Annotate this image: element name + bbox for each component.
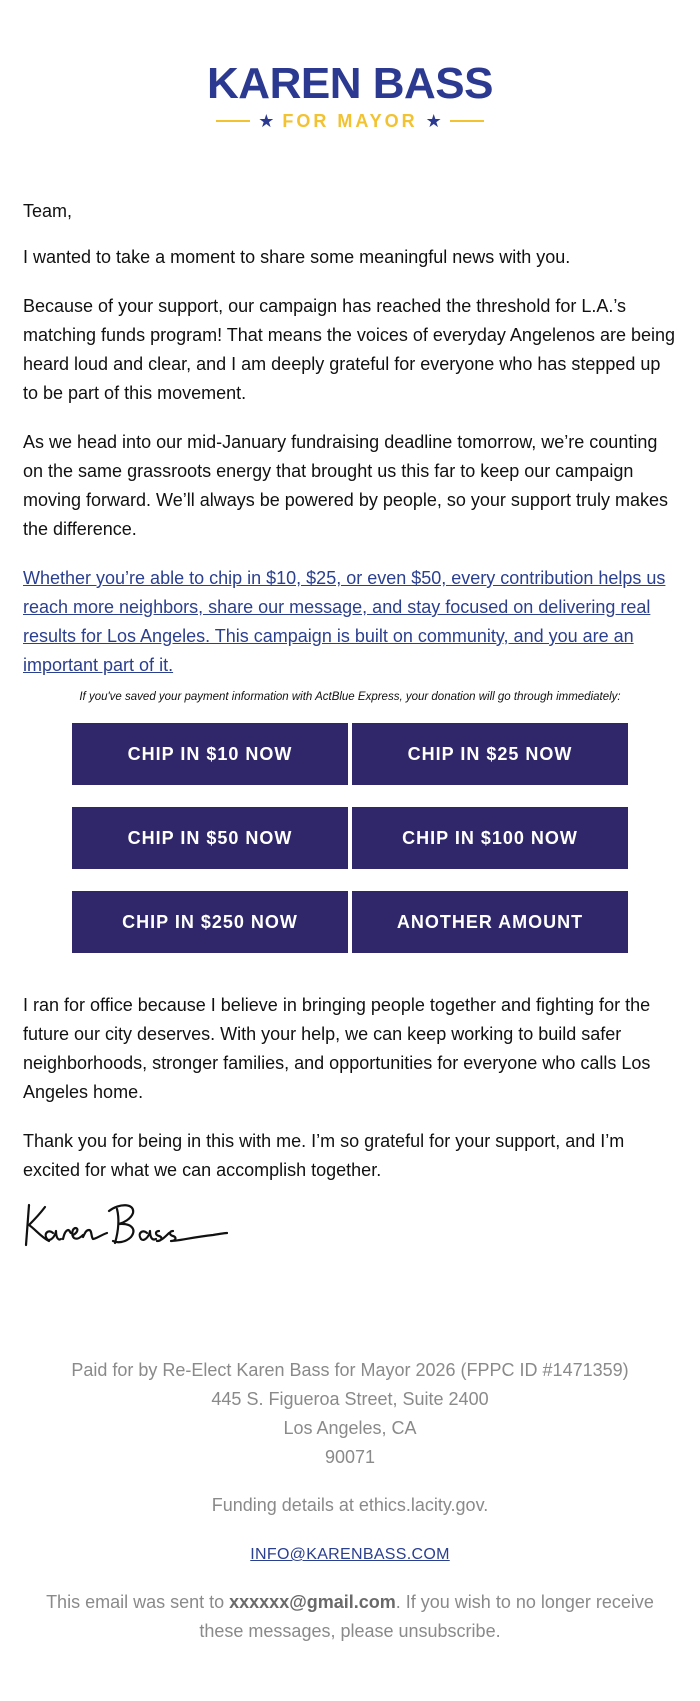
star-icon: ★ [425,111,442,131]
body-paragraph-2: Because of your support, our campaign has reached the threshold for L.A.’s matching funds program! That means the voices of everyday Angelenos are being heard loud and clear, and I am deeply grateful for everyone who has stepped up to be part of this movement. [23,296,676,403]
paid-for-disclaimer: Paid for by Re-Elect Karen Bass for Mayor 2026 (FPPC ID #1471359) [71,1360,629,1380]
body-paragraph-5: I ran for office because I believe in bringing people together and fighting for the future our city deserves. With your help, we can keep working to build safer neighborhoods, stronger families, and opportunities for everyone who calls Los Angeles home. [23,995,651,1102]
sent-suffix: . If you wish to no longer receive these messages, please [199,1592,654,1641]
recipient-notice [0,1588,700,1646]
funding-details: Funding details at ethics.lacity.gov. [211,1495,489,1515]
notice-end: . [495,1621,501,1641]
sent-prefix: This email was sent to [46,1592,230,1612]
campaign-logo [0,60,700,132]
chip-in-50-button[interactable]: CHIP IN $50 NOW [72,807,348,869]
donation-button-grid [72,723,628,953]
donate-link-paragraph[interactable]: Whether you’re able to chip in $10, $25, or even $50, every contribution helps us reach more neighbors, share our message, and stay focused on delivering real results for Los Angeles. This campaign is built on community, and you are an important part of it. [23,568,666,675]
chip-in-250-button[interactable]: CHIP IN $250 NOW [72,891,348,953]
chip-in-100-button[interactable]: CHIP IN $100 NOW [352,807,628,869]
logo-left-rule [216,120,250,122]
another-amount-button[interactable]: ANOTHER AMOUNT [352,891,628,953]
logo-subtitle: FOR MAYOR [282,111,418,131]
unsubscribe-link[interactable]: unsubscribe [398,1621,496,1641]
email-body-top [23,197,678,700]
signature-icon [23,1197,228,1249]
body-paragraph-3: As we head into our mid-January fundraising deadline tomorrow, we’re counting on the same grassroots energy that brought us this far to keep our campaign moving forward. We’ll always be powered by people, so your support truly makes the difference. [23,432,668,539]
footer-address-1: 445 S. Figueroa Street, Suite 2400 [211,1389,489,1409]
actblue-note: If you've saved your payment information with ActBlue Express, your donation will go through immediately: [79,691,621,703]
email-footer [0,1356,700,1646]
star-icon: ★ [258,111,275,131]
contact-email-link[interactable]: INFO@KARENBASS.COM [250,1546,450,1563]
body-paragraph-1: I wanted to take a moment to share some meaningful news with you. [23,247,571,267]
body-paragraph-6: Thank you for being in this with me. I’m so grateful for your support, and I’m excited for what we can accomplish together. [23,1131,625,1180]
footer-zip: 90071 [324,1447,376,1467]
chip-in-25-button[interactable]: CHIP IN $25 NOW [352,723,628,785]
logo-right-rule [450,120,484,122]
logo-name: KAREN BASS [207,59,493,108]
greeting: Team, [23,201,73,221]
footer-address-2: Los Angeles, CA [283,1418,417,1438]
email-body-bottom [23,991,678,1205]
chip-in-10-button[interactable]: CHIP IN $10 NOW [72,723,348,785]
logo-subtitle-row [0,110,700,132]
recipient-email: xxxxxx@gmail.com [229,1592,396,1612]
